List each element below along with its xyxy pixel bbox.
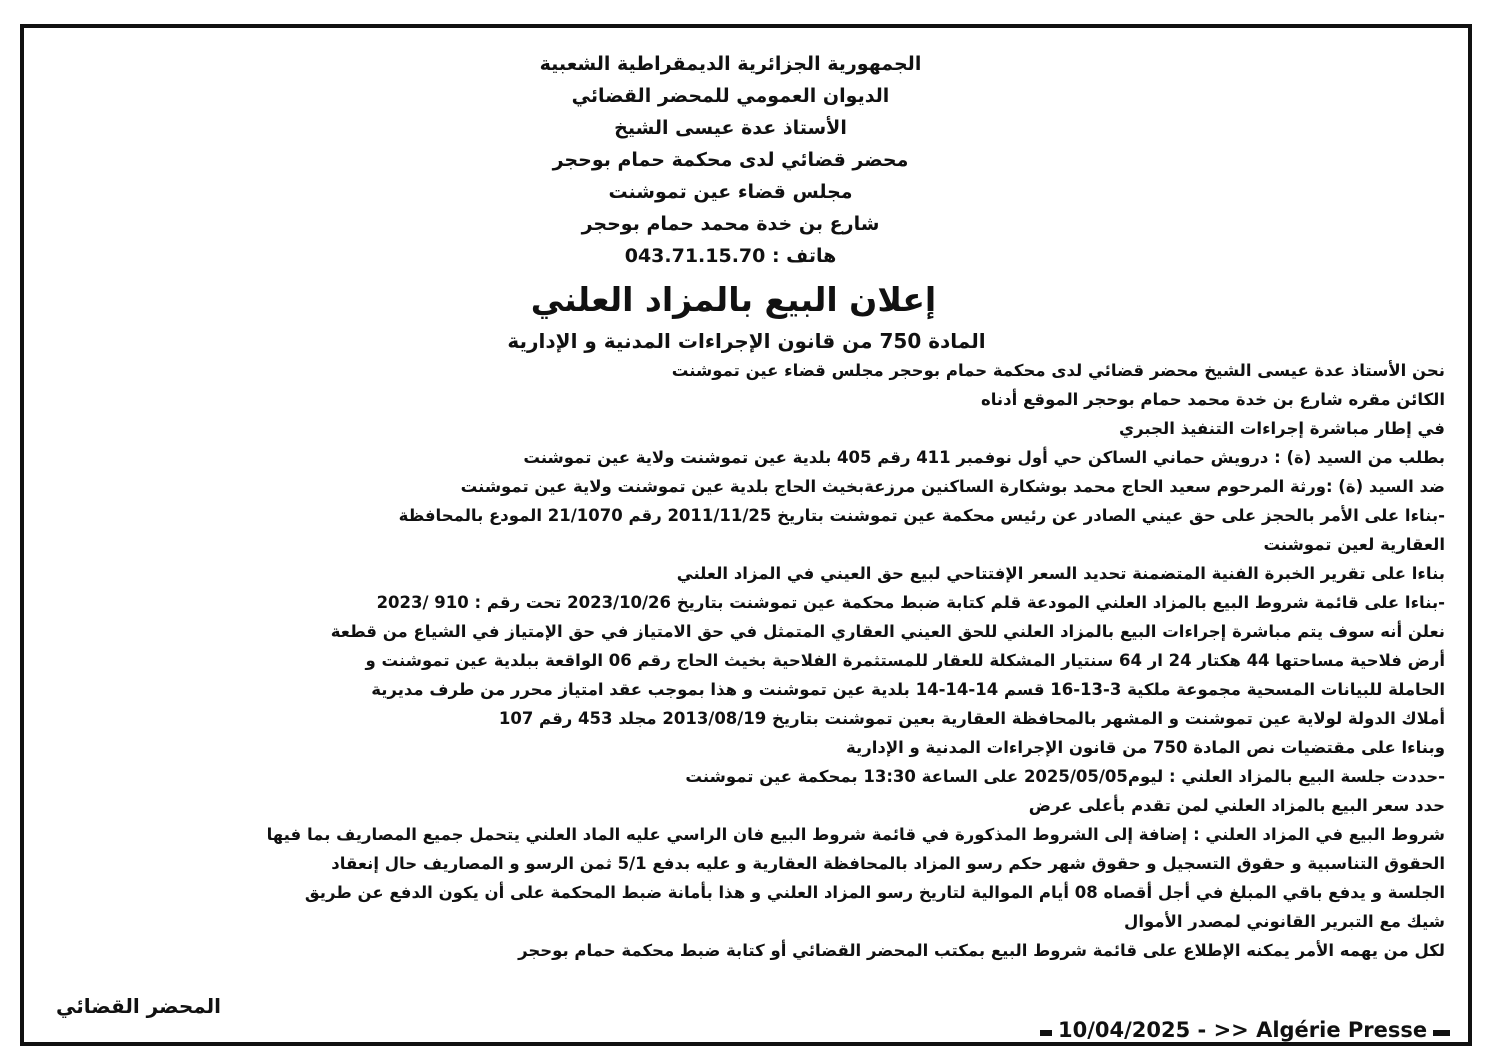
- body-line: حدد سعر البيع بالمزاد العلني لمن تقدم بأعلى عرض: [1028, 796, 1445, 815]
- body-line: أملاك الدولة لولاية عين تموشنت و المشهر بالمحافظة العقارية بعين تموشنت بتاريخ 2013/08/19 مجلد 453 رقم 107: [498, 709, 1445, 728]
- body-line: أرض فلاحية مساحتها 44 هكتار 24 ار 64 سنتيار المشكلة للعقار للمستثمرة الفلاحية بخيث الحاج رقم 06 الواقعة ببلدية عين تموشنت و: [365, 651, 1445, 670]
- header-line: الديوان العمومي للمحضر القضائي: [571, 85, 890, 107]
- body-line: -حددت جلسة البيع بالمزاد العلني : ليوم2025/05/05 على الساعة 13:30 بمحكمة عين تموشنت: [685, 767, 1445, 786]
- body-line: شيك مع التبرير القانوني لمصدر الأموال: [1124, 912, 1445, 931]
- body-line: بطلب من السيد (ة) : درويش حماني الساكن حي أول نوفمبر 411 رقم 405 بلدية عين تموشنت ولاية عين تموشنت: [523, 448, 1445, 467]
- header-line: شارع بن خدة محمد حمام بوحجر: [581, 213, 880, 235]
- body-line: وبناءا على مقتضيات نص المادة 750 من قانون الإجراءات المدنية و الإدارية: [846, 738, 1445, 757]
- body-line: بناءا على تقرير الخبرة الفنية المتضمنة تحديد السعر الإفتتاحي لبيع حق العيني في المزاد العلني: [676, 564, 1445, 583]
- notice-title: إعلان البيع بالمزاد العلني: [530, 280, 937, 319]
- body-line: شروط البيع في المزاد العلني : إضافة إلى الشروط المذكورة في قائمة شروط البيع فان الراسي عليه الماد العلني يتحمل جميع المصاريف بما فيها: [266, 825, 1445, 844]
- body-line: الحقوق التناسبية و حقوق التسجيل و حقوق شهر حكم رسو المزاد بالمحافظة العقارية و عليه بدفع 5/1 ثمن الرسو و المصاريف حال إنعقاد: [331, 854, 1445, 873]
- footer-source: 10/04/2025 - >> Algérie Presse: [1052, 1018, 1433, 1042]
- header-line: مجلس قضاء عين تموشنت: [608, 181, 853, 203]
- body-line: ضد السيد (ة) :ورثة المرحوم سعيد الحاج محمد بوشكارة الساكنين مرزعةبخيث الحاج بلدية عين تموشنت ولاية عين تموشنت: [460, 477, 1445, 496]
- body-line: -بناءا على الأمر بالحجز على حق عيني الصادر عن رئيس محكمة عين تموشنت بتاريخ 2011/11/25 رقم 21/1070 المودع بالمحافظة: [398, 506, 1445, 525]
- body-line: الجلسة و يدفع باقي المبلغ في أجل أقصاه 08 أيام الموالية لتاريخ رسو المزاد العلني و هذا بأمانة ضبط المحكمة على أن يكون الدفع عن طريق: [304, 883, 1445, 902]
- body-line: نحن الأستاذ عدة عيسى الشيخ محضر قضائي لدى محكمة حمام بوحجر مجلس قضاء عين تموشنت: [671, 361, 1445, 380]
- notice-header: [0, 48, 1509, 272]
- body-line: في إطار مباشرة إجراءات التنفيذ الجبري: [1119, 419, 1445, 438]
- header-line: الأستاذ عدة عيسى الشيخ: [614, 117, 847, 139]
- signature-label: المحضر القضائي: [56, 994, 222, 1018]
- header-phone: هاتف : 043.71.15.70: [624, 245, 837, 267]
- header-line: محضر قضائي لدى محكمة حمام بوحجر: [552, 149, 909, 171]
- body-line: لكل من يهمه الأمر يمكنه الإطلاع على قائمة شروط البيع بمكتب المحضر القضائي أو كتابة ضبط محكمة حمام بوحجر: [518, 941, 1445, 960]
- header-line: الجمهورية الجزائرية الديمقراطية الشعبية: [539, 53, 922, 75]
- notice-body: [70, 356, 1445, 965]
- body-line: الكائن مقره شارع بن خدة محمد حمام بوحجر الموقع أدناه: [981, 390, 1445, 409]
- body-line: الحاملة للبيانات المسحية مجموعة ملكية 3-13-16 قسم 14-14-14 بلدية عين تموشنت و هذا بموجب عقد امتياز محرر من طرف مديرية: [371, 680, 1445, 699]
- body-line: العقارية لعين تموشنت: [1263, 535, 1445, 554]
- body-line: -بناءا على قائمة شروط البيع بالمزاد العلني المودعة قلم كتابة ضبط محكمة عين تموشنت بتاريخ 2023/10/26 تحت رقم : 910 /2023: [376, 593, 1445, 612]
- notice-subtitle: المادة 750 من قانون الإجراءات المدنية و الإدارية: [507, 329, 986, 353]
- body-line: نعلن أنه سوف يتم مباشرة إجراءات البيع بالمزاد العلني للحق العيني العقاري المتمثل في حق الامتياز في حق الإمتياز في الشياع من قطعة: [330, 622, 1445, 641]
